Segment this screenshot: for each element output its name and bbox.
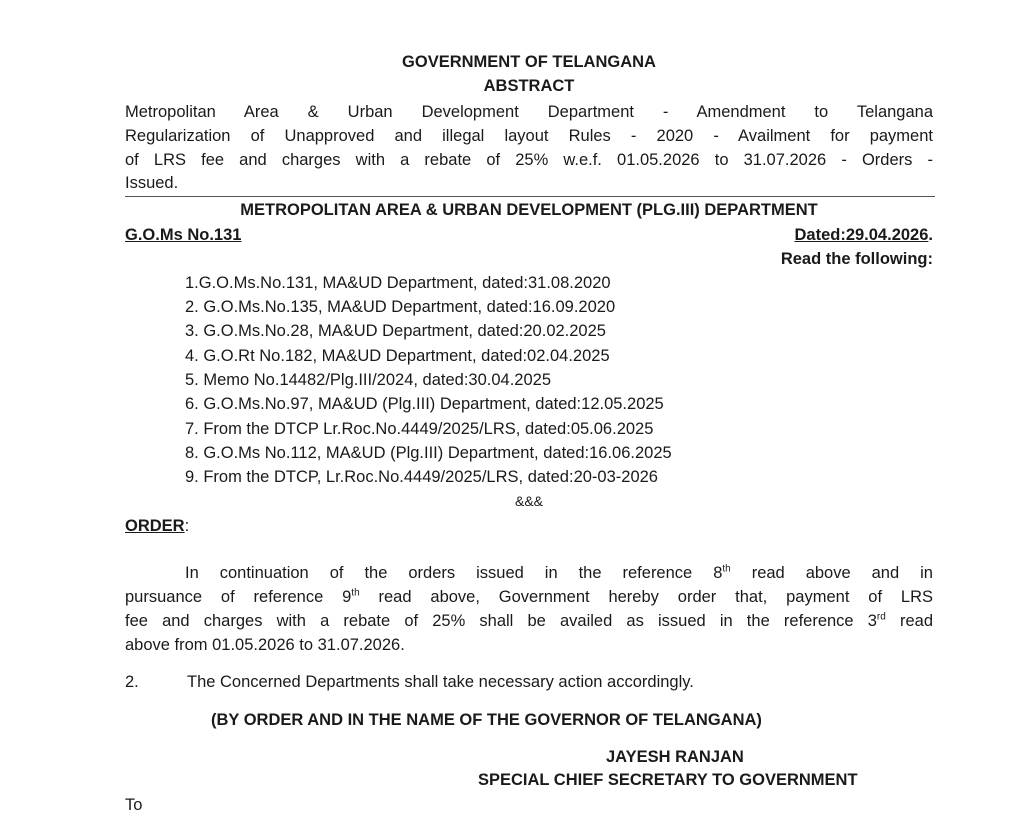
order-paragraph-line: above from 01.05.2026 to 31.07.2026. <box>125 636 405 654</box>
order-heading: ORDER <box>125 517 185 535</box>
text: read above and in <box>730 564 933 582</box>
department-heading: METROPOLITAN AREA & URBAN DEVELOPMENT (PLG.III) DEPARTMENT <box>240 201 818 219</box>
reference-item: 8. G.O.Ms No.112, MA&UD (Plg.III) Department, dated:16.06.2025 <box>185 444 672 462</box>
reference-item: 1.G.O.Ms.No.131, MA&UD Department, dated:31.08.2020 <box>185 274 611 292</box>
reference-item: 9. From the DTCP, Lr.Roc.No.4449/2025/LRS, dated:20-03-2026 <box>185 468 658 486</box>
order-paragraph-line <box>125 610 933 632</box>
paragraph-text: The Concerned Departments shall take necessary action accordingly. <box>187 673 694 691</box>
reference-item: 7. From the DTCP Lr.Roc.No.4449/2025/LRS, dated:05.06.2025 <box>185 420 654 438</box>
text: read above, Government hereby order that, payment of LRS <box>359 588 933 606</box>
order-paragraph-line <box>185 562 933 584</box>
divider <box>125 196 935 197</box>
superscript: th <box>351 587 360 599</box>
go-date-suffix: . <box>928 226 933 244</box>
abstract-label: ABSTRACT <box>483 77 575 95</box>
abstract-line: of LRS fee and charges with a rebate of 25% w.e.f. 01.05.2026 to 31.07.2026 - Orders - <box>125 151 933 169</box>
reference-item: 4. G.O.Rt No.182, MA&UD Department, dated:02.04.2025 <box>185 347 610 365</box>
read-following: Read the following: <box>780 250 933 268</box>
separator: &&& <box>514 493 543 509</box>
go-number-row <box>125 224 933 246</box>
government-title: GOVERNMENT OF TELANGANA <box>402 53 656 71</box>
text: pursuance of reference 9 <box>125 588 352 606</box>
reference-item: 6. G.O.Ms.No.97, MA&UD (Plg.III) Department, dated:12.05.2025 <box>185 395 664 413</box>
abstract-line: Regularization of Unapproved and illegal layout Rules - 2020 - Availment for payment <box>125 127 933 145</box>
superscript: rd <box>876 611 886 623</box>
text: fee and charges with a rebate of 25% shall be availed as issued in the reference 3 <box>125 612 877 630</box>
order-heading-colon: : <box>184 517 190 535</box>
abstract-line: Metropolitan Area & Urban Development Department - Amendment to Telangana <box>125 103 933 121</box>
signatory-name: JAYESH RANJAN <box>606 748 744 766</box>
text: read <box>885 612 933 630</box>
go-date: Dated:29.04.2026 <box>794 226 929 244</box>
abstract-line: Issued. <box>125 174 179 192</box>
paragraph-number: 2. <box>125 673 139 691</box>
go-number: G.O.Ms No.131 <box>125 226 242 244</box>
by-order-line: (BY ORDER AND IN THE NAME OF THE GOVERNOR OF TELANGANA) <box>211 711 762 729</box>
reference-item: 5. Memo No.14482/Plg.III/2024, dated:30.04.2025 <box>185 371 552 389</box>
signatory-title: SPECIAL CHIEF SECRETARY TO GOVERNMENT <box>478 771 858 789</box>
superscript: th <box>722 563 731 575</box>
order-paragraph-2 <box>125 671 933 693</box>
reference-item: 2. G.O.Ms.No.135, MA&UD Department, dated:16.09.2020 <box>185 298 616 316</box>
order-heading-row <box>125 515 933 537</box>
order-paragraph-line <box>125 586 933 608</box>
to-label: To <box>125 796 143 814</box>
text: In continuation of the orders issued in the reference 8 <box>185 564 723 582</box>
reference-item: 3. G.O.Ms.No.28, MA&UD Department, dated:20.02.2025 <box>185 322 606 340</box>
